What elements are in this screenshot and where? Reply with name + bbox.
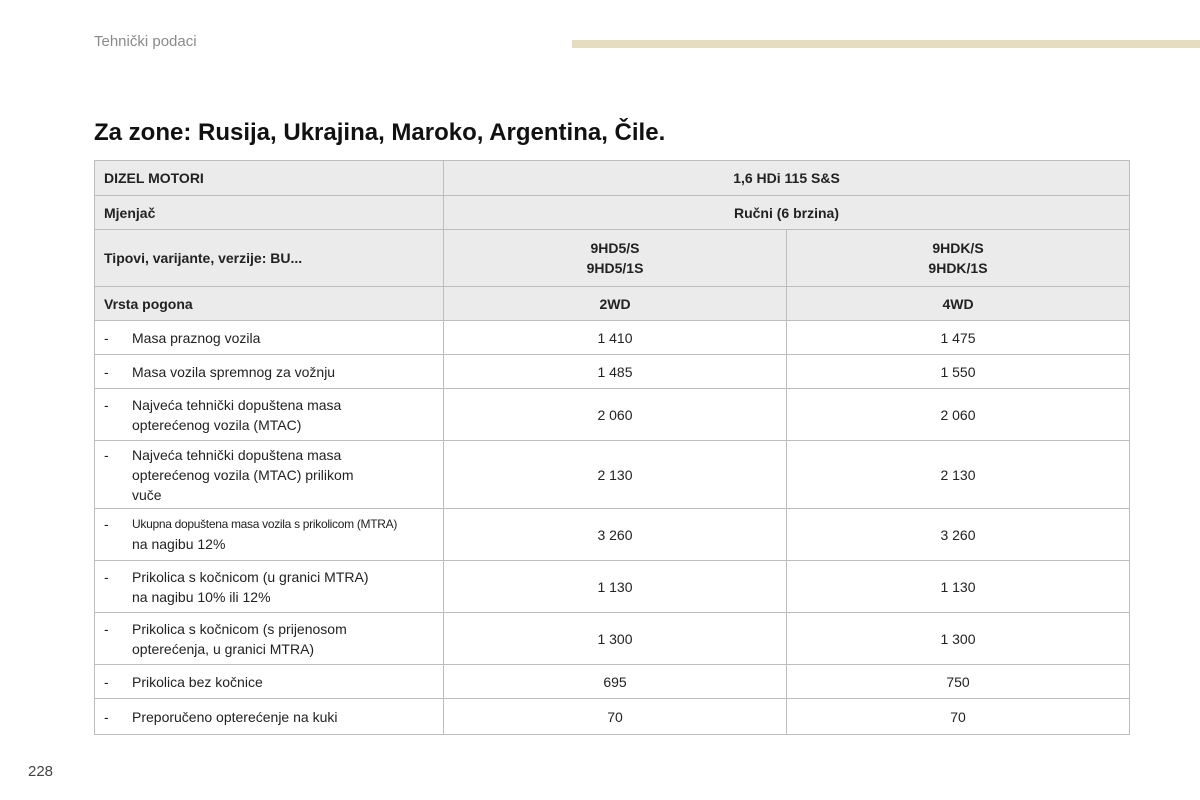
row-label-line2: na nagibu 12% [132,536,226,552]
value-4wd: 750 [787,665,1130,699]
value-2wd: 2 060 [444,389,787,441]
drive-label: Vrsta pogona [95,287,444,321]
value-2wd: 695 [444,665,787,699]
row-label: Najveća tehnički dopuštena masa opterećenog vozila (MTAC) prilikom vuče [132,446,354,503]
drive-row [95,287,1130,321]
bullet-dash: - [104,568,109,585]
bullet-dash: - [104,673,109,690]
engine-value: 1,6 HDi 115 S&S [444,161,1130,196]
value-2wd: 2 130 [444,441,787,509]
engine-row [95,161,1130,196]
page-title: Za zone: Rusija, Ukrajina, Maroko, Argentina, Čile. [94,119,666,146]
section-header: Tehnički podaci [94,33,197,50]
value-4wd: 1 550 [787,355,1130,389]
row-label: Prikolica s kočnicom (s prijenosom opterećenja, u granici MTRA) [132,620,347,657]
type-b-cell [787,230,1130,287]
row-label: Masa praznog vozila [132,329,261,346]
value-2wd: 1 485 [444,355,787,389]
bullet-dash: - [104,396,109,413]
row-label: Prikolica bez kočnice [132,673,263,690]
drive-a: 2WD [444,287,787,321]
row-label: Ukupna dopuštena masa vozila s prikolicom (MTRA) [132,517,398,531]
value-2wd: 1 410 [444,321,787,355]
table-row [95,699,1130,735]
table-row [95,389,1130,441]
types-label: Tipovi, varijante, verzije: BU... [95,230,444,287]
value-2wd: 70 [444,699,787,735]
value-4wd: 70 [787,699,1130,735]
engine-label: DIZEL MOTORI [95,161,444,196]
value-4wd: 2 060 [787,389,1130,441]
value-4wd: 2 130 [787,441,1130,509]
page-number: 228 [28,763,54,780]
bullet-dash: - [104,446,109,463]
type-b-line2: 9HDK/1S [928,260,988,276]
row-label: Preporučeno opterećenje na kuki [132,708,338,725]
type-a-line2: 9HD5/1S [586,260,644,276]
gearbox-label: Mjenjač [95,196,444,230]
bullet-dash: - [104,620,109,637]
table-row [95,665,1130,699]
bullet-dash: - [104,708,109,725]
gearbox-row [95,196,1130,230]
value-2wd: 1 300 [444,613,787,665]
table-row [95,321,1130,355]
type-b-line1: 9HDK/S [932,240,984,256]
drive-b: 4WD [787,287,1130,321]
types-row [95,230,1130,287]
header-accent-bar [572,40,1200,48]
value-4wd: 1 130 [787,561,1130,613]
table-row [95,613,1130,665]
type-a-cell [444,230,787,287]
type-a-line1: 9HD5/S [590,240,640,256]
gearbox-value: Ručni (6 brzina) [444,196,1130,230]
value-2wd: 3 260 [444,509,787,561]
value-4wd: 1 475 [787,321,1130,355]
value-4wd: 1 300 [787,613,1130,665]
row-label: Najveća tehnički dopuštena masa opterećenog vozila (MTAC) [132,396,342,433]
spec-table [94,160,1130,735]
table-row [95,441,1130,509]
value-2wd: 1 130 [444,561,787,613]
bullet-dash: - [104,363,109,380]
row-label: Masa vozila spremnog za vožnju [132,363,336,380]
table-row [95,355,1130,389]
bullet-dash: - [104,329,109,346]
row-label: Prikolica s kočnicom (u granici MTRA) na nagibu 10% ili 12% [132,568,369,605]
bullet-dash: - [104,516,109,532]
table-row [95,561,1130,613]
value-4wd: 3 260 [787,509,1130,561]
table-row [95,509,1130,561]
